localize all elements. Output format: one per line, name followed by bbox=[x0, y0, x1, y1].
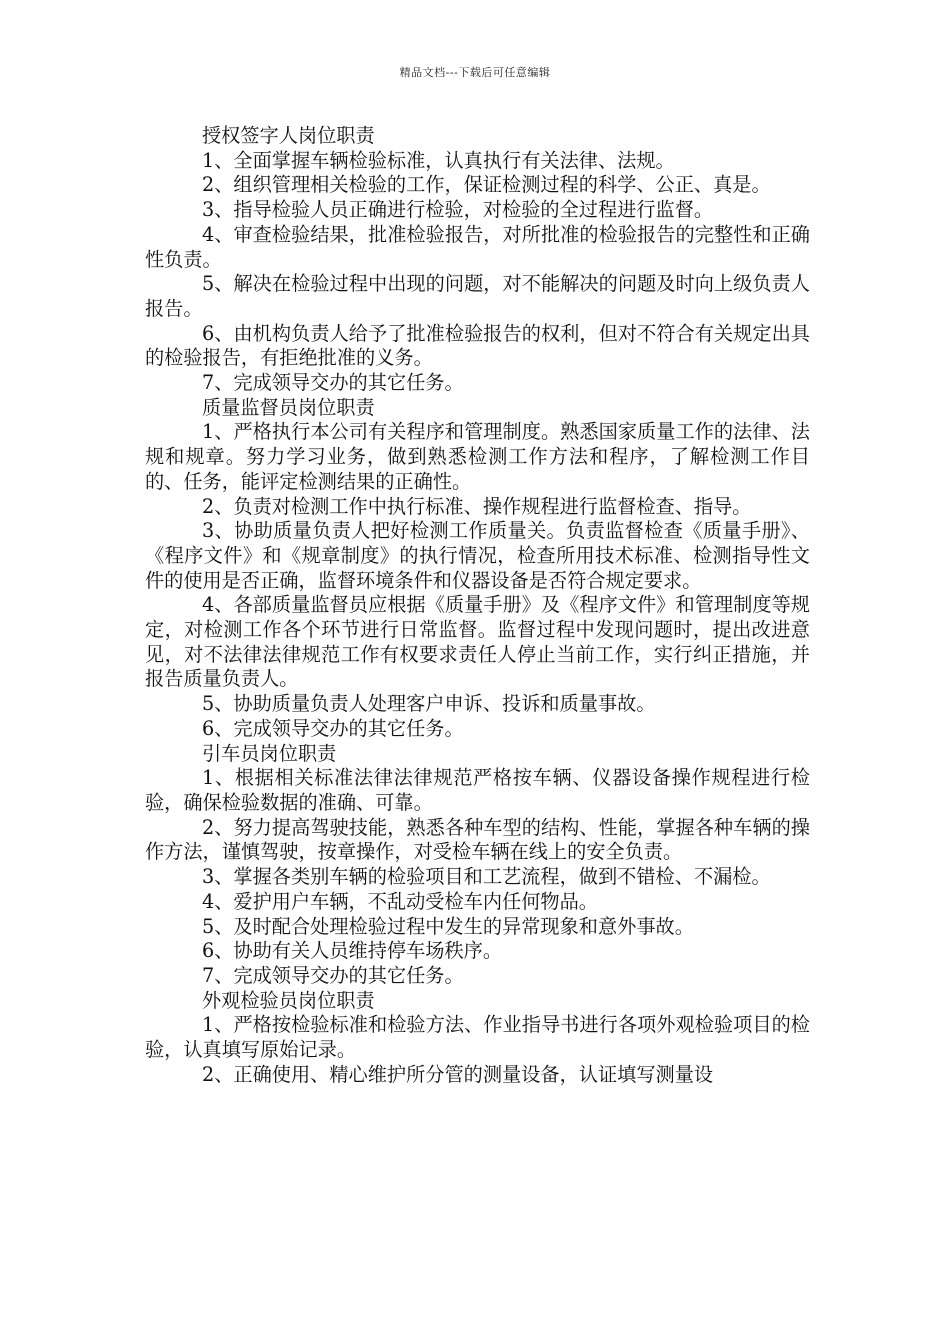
section-title: 外观检验员岗位职责 bbox=[202, 988, 375, 1012]
paragraph: 3、掌握各类别车辆的检验项目和工艺流程，做到不错检、不漏检。 bbox=[202, 865, 771, 889]
paragraph: 4、爱护用户车辆，不乱动受检车内任何物品。 bbox=[202, 889, 598, 913]
paragraph: 3、协助质量负责人把好检测工作质量关。负责监督检查《质量手册》、《程序文件》和《规章制度》的执行情况，检查所用技术标准、检测指导性文件的使用是否正确，监督环境条件和仪器设备是否符合规定要求。 bbox=[145, 519, 810, 592]
paragraph: 7、完成领导交办的其它任务。 bbox=[202, 963, 464, 987]
paragraph: 5、协助质量负责人处理客户申诉、投诉和质量事故。 bbox=[202, 692, 656, 716]
paragraph: 5、及时配合处理检验过程中发生的异常现象和意外事故。 bbox=[202, 914, 694, 938]
paragraph: 6、协助有关人员维持停车场秩序。 bbox=[202, 939, 503, 963]
paragraph: 3、指导检验人员正确进行检验，对检验的全过程进行监督。 bbox=[202, 198, 714, 222]
paragraph: 1、全面掌握车辆检验标准，认真执行有关法律、法规。 bbox=[202, 148, 675, 172]
document-body bbox=[145, 124, 810, 1087]
paragraph: 6、完成领导交办的其它任务。 bbox=[202, 716, 464, 740]
paragraph: 4、审查检验结果，批准检验报告，对所批准的检验报告的完整性和正确性负责。 bbox=[145, 222, 810, 271]
paragraph: 2、负责对检测工作中执行标准、操作规程进行监督检查、指导。 bbox=[202, 494, 752, 518]
paragraph: 1、严格按检验标准和检验方法、作业指导书进行各项外观检验项目的检验，认真填写原始记录。 bbox=[145, 1013, 810, 1062]
paragraph: 2、组织管理相关检验的工作，保证检测过程的科学、公正、真是。 bbox=[202, 173, 771, 197]
section-title: 授权签字人岗位职责 bbox=[202, 124, 375, 147]
paragraph: 2、正确使用、精心维护所分管的测量设备，认证填写测量设 bbox=[202, 1062, 714, 1086]
paragraph: 4、各部质量监督员应根据《质量手册》及《程序文件》和管理制度等规定，对检测工作各个环节进行日常监督。监督过程中发现问题时，提出改进意见，对不法律法律规范工作有权要求责任人停止当前工作，实行纠正措施，并报告质量负责人。 bbox=[145, 593, 810, 691]
paragraph: 2、努力提高驾驶技能，熟悉各种车型的结构、性能，掌握各种车辆的操作方法，谨慎驾驶，按章操作，对受检车辆在线上的安全负责。 bbox=[145, 815, 810, 864]
page-header: 精品文档---下载后可任意编辑 bbox=[399, 66, 551, 79]
paragraph: 5、解决在检验过程中出现的问题，对不能解决的问题及时向上级负责人报告。 bbox=[145, 272, 810, 320]
paragraph: 1、严格执行本公司有关程序和管理制度。熟悉国家质量工作的法律、法规和规章。努力学习业务，做到熟悉检测工作方法和程序，了解检测工作目的、任务，能评定检测结果的正确性。 bbox=[145, 420, 810, 493]
paragraph: 7、完成领导交办的其它任务。 bbox=[202, 371, 464, 395]
section-title: 质量监督员岗位职责 bbox=[202, 395, 375, 419]
section-title: 引车员岗位职责 bbox=[202, 741, 337, 765]
paragraph: 6、由机构负责人给予了批准检验报告的权利，但对不符合有关规定出具的检验报告，有拒绝批准的义务。 bbox=[145, 321, 810, 370]
paragraph: 1、根据相关标准法律法律规范严格按车辆、仪器设备操作规程进行检验，确保检验数据的准确、可靠。 bbox=[145, 766, 810, 814]
